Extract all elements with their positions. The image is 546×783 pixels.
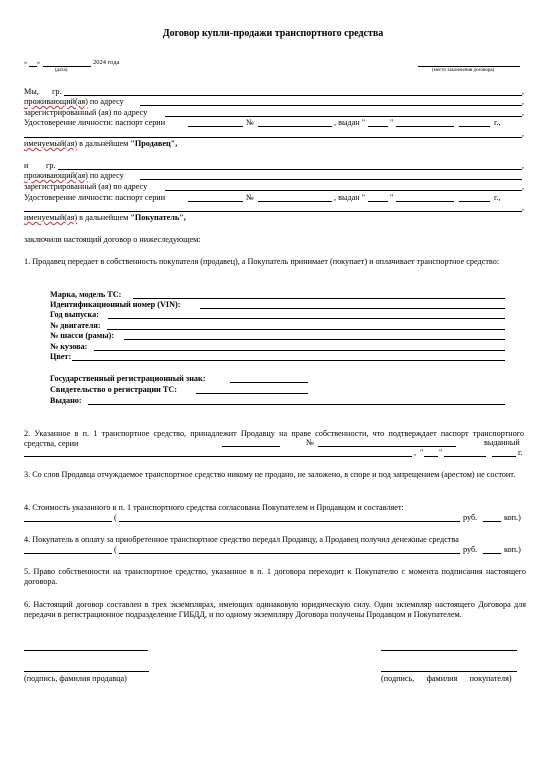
clause-2: 2. Указанное в п. 1 транспортное средство, принадлежит Продавцу на праве собственности, что подтверждает паспорт транспортного средства, серии (24, 429, 524, 448)
seller-issue-year-blank[interactable] (459, 126, 490, 127)
seller-passport-series-blank[interactable] (188, 126, 243, 127)
pts-month-blank[interactable] (444, 456, 486, 457)
field-issued-blank[interactable] (88, 404, 505, 405)
seller-signature-line[interactable] (24, 650, 148, 651)
clause-6: 6. Настоящий договор составлен в трех экземплярах, имеющих одинаковую юридическую силу. Один экземпляр настоящего Договора для передачи в регистрационное подразделение ГИБДД, и по одному экземпляру Договора получены Продавцом и Покупателем. (24, 600, 526, 619)
document-title: Договор купли-продажи транспортного средства (162, 28, 384, 39)
seller-passport-number-blank[interactable] (258, 126, 332, 127)
buyer-issue-year-blank[interactable] (459, 201, 490, 202)
field-vin-label: Идентификационный номер (VIN): (50, 300, 181, 309)
seller-surname-line[interactable] (24, 671, 149, 672)
buyer-surname-line[interactable] (381, 671, 517, 672)
place-caption: (место заключения договора) (432, 68, 495, 73)
field-make-model-blank[interactable] (133, 298, 505, 299)
date-close-quote: » (37, 60, 40, 66)
date-month-blank[interactable] (43, 66, 91, 67)
clause-5: 5. Право собственности на транспортное средство, указанное в п. 1 договора переходит к Покупателю с момента подписания настоящего договора. (24, 567, 526, 586)
buyer-passport-number-blank[interactable] (258, 201, 332, 202)
pts-year-blank[interactable] (492, 456, 516, 457)
field-chassis-blank[interactable] (124, 339, 505, 340)
clause-3: 3. Со слов Продавца отчуждаемое транспортное средство никому не продано, не заложено, в споре и под запрещением (арестом) не состоит. (24, 470, 516, 479)
buyer-signature-line[interactable] (381, 650, 517, 651)
seller-id-label: Удостоверение личности: паспорт серии (24, 118, 166, 127)
seller-registration-blank[interactable] (165, 116, 522, 117)
seller-we: Мы, (24, 87, 39, 96)
place-blank[interactable] (418, 66, 520, 67)
field-plate-label: Государственный регистрационный знак: (50, 374, 206, 383)
buyer-residing-label: проживающий(ая) по адресу (24, 171, 124, 180)
field-vin-blank[interactable] (200, 308, 505, 309)
buyer-id-label: Удостоверение личности: паспорт серии (24, 193, 166, 202)
date-day-blank[interactable] (29, 66, 37, 67)
seller-issuer-blank[interactable] (24, 137, 522, 138)
clause-1: 1. Продавец передает в собственность покупателя (продавец), а Покупатель принимает (покупает) и оплачивает транспортное средство: (24, 257, 500, 266)
field-plate-blank[interactable] (230, 382, 308, 383)
seller-issue-month-blank[interactable] (396, 126, 454, 127)
pts-number-blank[interactable] (318, 446, 456, 447)
pts-issuer-blank[interactable] (24, 456, 412, 457)
buyer-city-label: гр. (46, 161, 56, 170)
buyer-residence-blank[interactable] (140, 179, 522, 180)
concluded-text: заключили настоящий договор о нижеследующем: (24, 235, 201, 244)
buyer-name-blank[interactable] (58, 169, 522, 170)
price-digits-blank[interactable] (24, 521, 112, 522)
seller-registered-label: зарегистрированный (ая) по адресу (24, 108, 148, 117)
clause-4b: 4. Покупатель в оплату за приобретенное транспортное средство передал Продавцу, а Продавец получил денежные средства (24, 535, 459, 544)
date-year: 2024 года (93, 59, 120, 66)
buyer-passport-series-blank[interactable] (188, 201, 243, 202)
field-body-blank[interactable] (94, 350, 505, 351)
paid-digits-blank[interactable] (24, 553, 112, 554)
field-year-label: Год выпуска: (50, 310, 99, 319)
field-engine-label: № двигателя: (50, 321, 101, 330)
contract-page: Договор купли-продажи транспортного средства « » 2024 года (дата) (место заключения договора) Мы, гр. , проживающий(ая) по адресу , зарегистрированный (ая) по адресу , Удостоверение личности: паспорт серии № , выдан " " г., , именуемый(ая) в дальнейшем "Продавец", и гр. , проживающий(ая) по адресу зарегистрированный (ая) по адресу , Удостоверение личности: паспорт серии № , выдан " " г., , именуемый(ая) в дальнейшем "Покупатель", заключили настоящий договор о нижеследующем: 1. Продавец передает в собственность покупателя (продавец), а Покупатель принимает (покупает) и оплачивает транспортное средство: Марка, модель ТС: Идентификационный номер (VIN): Год выпуска: № двигателя: № шасси (рамы): № кузова: Цвет: Государственный регистрационный знак: Свидетельство о регистрации ТС: Выдано: 2. Указанное в п. 1 транспортное средство, принадлежит Продавцу на праве собственности, что подтверждает паспорт транспортного средства, серии № выданный , " " г. 3. Со слов Продавца отчуждаемое транспортное средство никому не продано, не заложено, в споре и под запрещением (арестом) не состоит. 4. Стоимость указанного в п. 1 транспортного средства согласована Покупателем и Продавцом и составляет: ( руб. коп.) 4. Покупатель в оплату за приобретенное транспортное средство передал Продавцу, а Продавец получил денежные средства ( руб. коп.) 5. Право собственности на транспортное средство, указанное в п. 1 договора переходит к Покупателю с момента подписания настоящего договора. 6. Настоящий договор составлен в трех экземплярах, имеющих одинаковую юридическую силу. Один экземпляр настоящего Договора для передачи в регистрационное подразделение ГИБДД, и по одному экземпляру Договора получены Продавцом и Покупателем. (подпись, фамилия продавца) (подпись, фамилия покупателя) (0, 0, 546, 783)
date-caption: (дата) (55, 68, 68, 73)
seller-named: именуемый(ая) в дальнейшем "Продавец", (24, 139, 178, 148)
seller-residence-blank[interactable] (140, 105, 522, 106)
seller-name-blank[interactable] (64, 95, 522, 96)
field-color-blank[interactable] (72, 360, 505, 361)
buyer-issue-month-blank[interactable] (396, 201, 454, 202)
clause-4: 4. Стоимость указанного в п. 1 транспортного средства согласована Покупателем и Продавцом и составляет: (24, 503, 404, 512)
field-reg-cert-blank[interactable] (196, 393, 308, 394)
buyer-named: именуемый(ая) в дальнейшем "Покупатель", (24, 213, 186, 222)
seller-signature-caption: (подпись, фамилия продавца) (24, 674, 127, 683)
buyer-issuer-blank[interactable] (24, 211, 522, 212)
price-kop-blank[interactable] (483, 521, 501, 522)
field-make-model-label: Марка, модель ТС: (50, 290, 122, 299)
field-color-label: Цвет: (50, 352, 72, 361)
price-words-blank[interactable] (119, 521, 460, 522)
paid-words-blank[interactable] (119, 553, 460, 554)
buyer-signature-caption: (подпись, фамилия покупателя) (381, 674, 512, 683)
buyer-registered-label: зарегистрированный (ая) по адресу (24, 182, 148, 191)
paid-kop-blank[interactable] (483, 553, 501, 554)
pts-day-blank[interactable] (424, 456, 438, 457)
field-engine-blank[interactable] (107, 329, 505, 330)
field-issued-label: Выдано: (50, 396, 82, 405)
buyer-and: и (24, 161, 29, 170)
seller-city-label: гр. (52, 87, 62, 96)
buyer-registration-blank[interactable] (165, 190, 522, 191)
date-open-quote: « (24, 60, 27, 66)
field-year-blank[interactable] (108, 318, 505, 319)
buyer-issue-day-blank[interactable] (368, 201, 388, 202)
seller-issue-day-blank[interactable] (368, 126, 388, 127)
field-chassis-label: № шасси (рамы): (50, 331, 115, 340)
field-body-label: № кузова: (50, 342, 88, 351)
field-reg-cert-label: Свидетельство о регистрации ТС: (50, 385, 178, 394)
seller-residing-label: проживающий(ая) по адресу (24, 97, 124, 106)
pts-series-blank[interactable] (222, 446, 280, 447)
